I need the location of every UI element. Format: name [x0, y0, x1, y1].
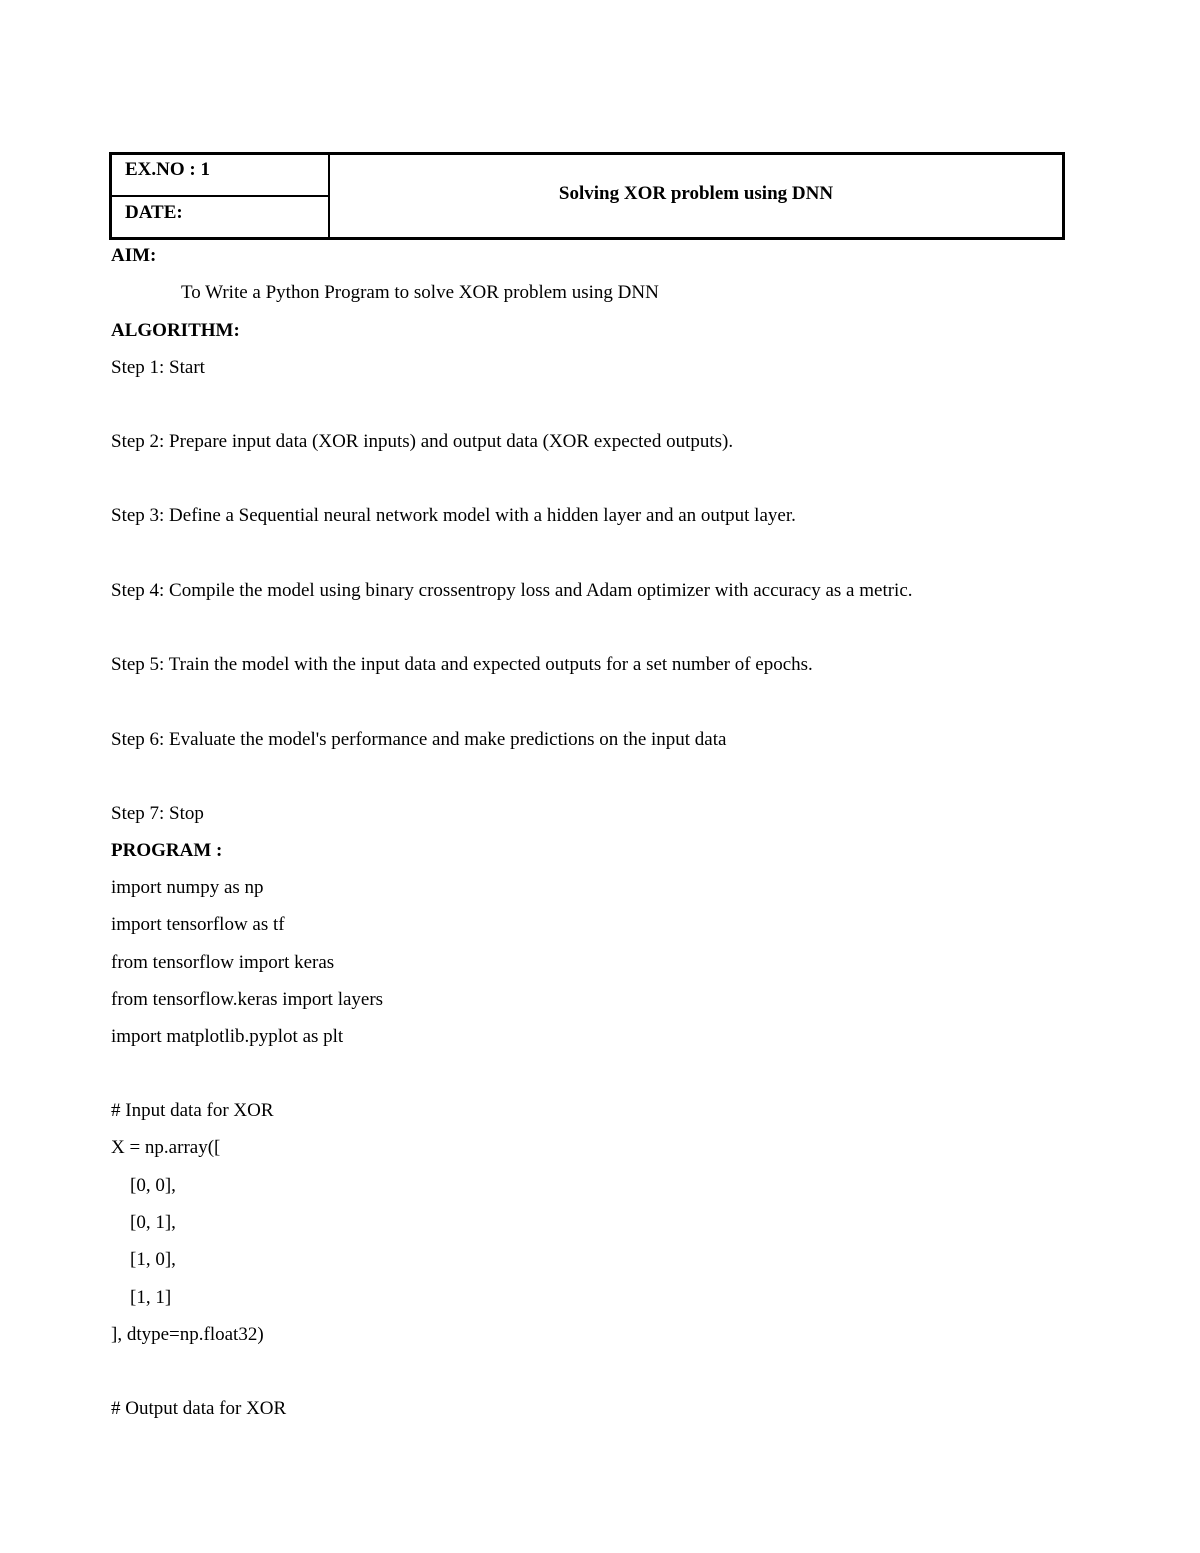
aim-heading: AIM:: [111, 245, 157, 266]
exercise-number: EX.NO : 1: [112, 155, 328, 197]
algorithm-step: Step 3: Define a Sequential neural network model with a hidden layer and an output layer.: [111, 505, 796, 526]
algorithm-step: Step 1: Start: [111, 357, 205, 378]
code-line: from tensorflow import keras: [111, 952, 335, 973]
code-line: from tensorflow.keras import layers: [111, 989, 384, 1010]
algorithm-step: Step 7: Stop: [111, 803, 204, 824]
code-line: import numpy as np: [111, 877, 264, 898]
algorithm-step: Step 5: Train the model with the input data and expected outputs for a set number of epochs.: [111, 654, 813, 675]
code-line: X = np.array([: [111, 1137, 221, 1158]
program-heading: PROGRAM :: [111, 840, 223, 861]
header-table: [109, 152, 1065, 240]
document-title: Solving XOR problem using DNN: [558, 183, 834, 204]
aim-text: To Write a Python Program to solve XOR problem using DNN: [181, 282, 659, 303]
code-line: # Output data for XOR: [111, 1398, 287, 1419]
code-line: ], dtype=np.float32): [111, 1324, 264, 1345]
code-line: [1, 0],: [111, 1249, 176, 1270]
header-left-column: [112, 155, 330, 237]
algorithm-step: Step 2: Prepare input data (XOR inputs) and output data (XOR expected outputs).: [111, 431, 734, 452]
code-line: import matplotlib.pyplot as plt: [111, 1026, 344, 1047]
code-line: [1, 1]: [111, 1287, 172, 1308]
algorithm-step: Step 6: Evaluate the model's performance and make predictions on the input data: [111, 729, 727, 750]
date-label: DATE:: [125, 202, 183, 223]
algorithm-step: Step 4: Compile the model using binary crossentropy loss and Adam optimizer with accuracy as a metric.: [111, 580, 913, 601]
code-line: # Input data for XOR: [111, 1100, 274, 1121]
algorithm-heading: ALGORITHM:: [111, 320, 240, 341]
code-line: import tensorflow as tf: [111, 914, 285, 935]
code-line: [0, 1],: [111, 1212, 176, 1233]
code-line: [0, 0],: [111, 1175, 176, 1196]
